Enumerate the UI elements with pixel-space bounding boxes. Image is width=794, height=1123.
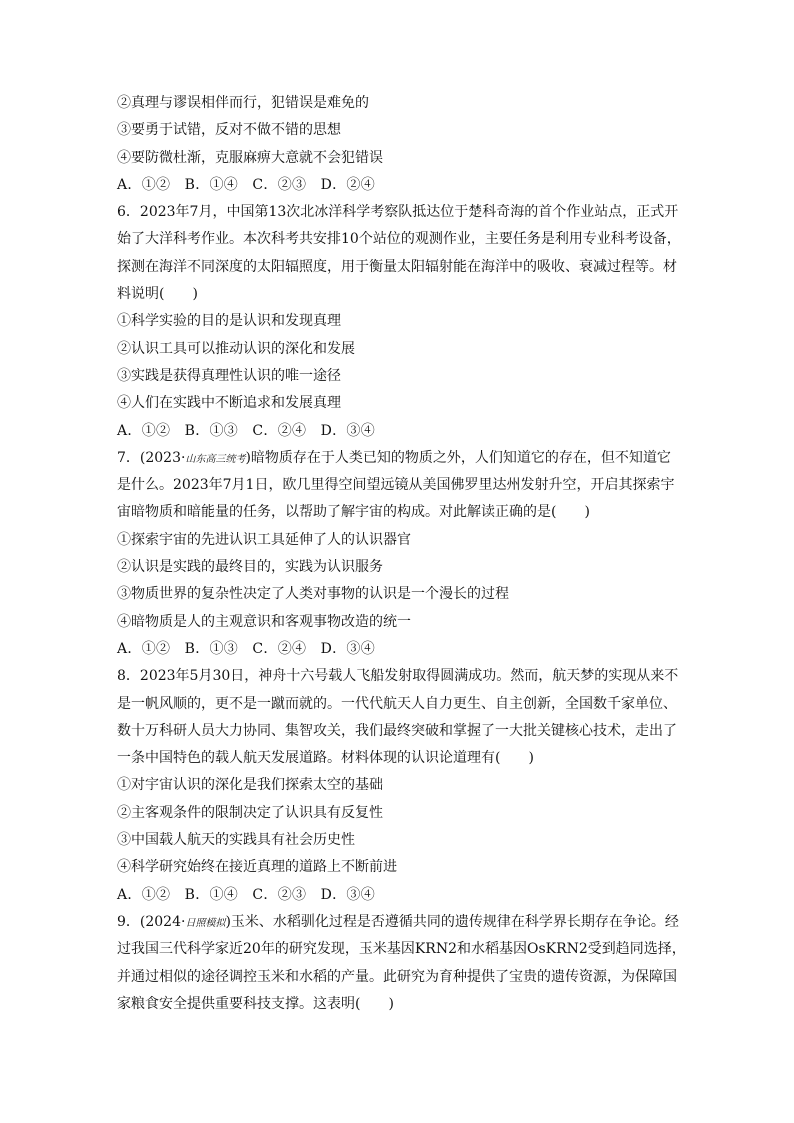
- answer-choices: A．①② B．①③ C．②④ D．③④: [117, 640, 376, 657]
- question-stem-line: 料说明( ): [117, 286, 198, 303]
- option-statement-1: ①探索宇宙的先进认识工具延伸了人的认识器官: [117, 531, 411, 548]
- question-6: [117, 199, 679, 445]
- question-stem-text: )暗物质存在于人类已知的物质之外，人们知道它的存在，但不知道它: [245, 449, 671, 466]
- source-tag: 山东高三统考: [185, 453, 246, 465]
- answer-choices: A．①② B．①④ C．②③ D．③④: [117, 886, 376, 903]
- question-stem-line: [117, 445, 679, 472]
- option-statement-2: ②主客观条件的限制决定了认识具有反复性: [117, 804, 383, 821]
- question-8: [117, 663, 679, 909]
- question-stem-line: 宙暗物质和暗能量的任务，以帮助了解宇宙的构成。对此解读正确的是( ): [117, 504, 590, 521]
- question-number: 7．(2023·: [117, 449, 186, 466]
- question-stem-line: 并通过相似的途径调控玉米和水稻的产量。此研究为育种提供了宝贵的遗传资源，为保障国: [117, 968, 677, 985]
- option-statement-4: ④人们在实践中不断追求和发展真理: [117, 395, 341, 412]
- question-stem-line: 家粮食安全提供重要科技支撑。这表明( ): [117, 995, 394, 1012]
- question-7: [117, 445, 679, 663]
- answer-choices: A．①② B．①④ C．②③ D．②④: [117, 176, 376, 193]
- option-statement-1: ①对宇宙认识的深化是我们探索太空的基础: [117, 777, 383, 794]
- question-stem-line: 数十万科研人员大力协同、集智攻关，我们最终突破和掌握了一大批关键核心技术，走出了: [117, 722, 677, 739]
- question-stem-line: 一条中国特色的载人航天发展道路。材料体现的认识论道理有( ): [117, 750, 534, 767]
- option-statement-3: ③要勇于试错，反对不做不错的思想: [117, 122, 341, 139]
- document-body: [117, 90, 686, 1018]
- answer-choices: A．①② B．①③ C．②④ D．③④: [117, 422, 376, 439]
- option-statement-3: ③实践是获得真理性认识的唯一途径: [117, 367, 341, 384]
- option-statement-3: ③物质世界的复杂性决定了人类对事物的认识是一个漫长的过程: [117, 586, 509, 603]
- option-statement-2: ②真理与谬误相伴而行，犯错误是难免的: [117, 95, 369, 111]
- source-tag: 日照模拟: [185, 917, 226, 929]
- option-statement-4: ④暗物质是人的主观意识和客观事物改造的统一: [117, 613, 411, 630]
- option-statement-4: ④科学研究始终在接近真理的道路上不断前进: [117, 859, 397, 876]
- option-statement-3: ③中国载人航天的实践具有社会历史性: [117, 832, 355, 849]
- question-number: 9．(2024·: [117, 913, 186, 930]
- question-stem-text: )玉米、水稻驯化过程是否遵循共同的遗传规律在科学界长期存在争论。经: [225, 913, 679, 930]
- option-statement-4: ④要防微杜渐，克服麻痹大意就不会犯错误: [117, 149, 383, 166]
- question-stem-line: 过我国三代科学家近20年的研究发现，玉米基因KRN2和水稻基因OsKRN2受到趋同选择，: [117, 941, 686, 958]
- question-stem-line: 探测在海洋不同深度的太阳辐照度，用于衡量太阳辐射能在海洋中的吸收、衰减过程等。材: [117, 258, 677, 275]
- option-statement-2: ②认识是实践的最终目的，实践为认识服务: [117, 559, 383, 576]
- option-statement-1: ①科学实验的目的是认识和发现真理: [117, 313, 341, 330]
- question-stem-line: 始了大洋科考作业。本次科考共安排10个站位的观测作业，主要任务是利用专业科考设备，: [117, 231, 681, 248]
- question-stem-line: 是一帆风顺的，更不是一蹴而就的。一代代航天人自力更生、自主创新，全国数千家单位、: [117, 695, 677, 712]
- question-stem-line: 是什么。2023年7月1日，欧几里得空间望远镜从美国佛罗里达州发射升空，开启其探索宇: [117, 477, 675, 494]
- question-stem-line: 6．2023年7月，中国第13次北冰洋科学考察队抵达位于楚科奇海的首个作业站点，正式开: [117, 204, 679, 221]
- question-9: [117, 909, 686, 1018]
- question-stem-line: [117, 909, 679, 936]
- option-statement-2: ②认识工具可以推动认识的深化和发展: [117, 340, 355, 357]
- question-5-continued: [117, 90, 679, 199]
- question-stem-line: 8．2023年5月30日，神舟十六号载人飞船发射取得圆满成功。然而，航天梦的实现从来不: [117, 668, 679, 685]
